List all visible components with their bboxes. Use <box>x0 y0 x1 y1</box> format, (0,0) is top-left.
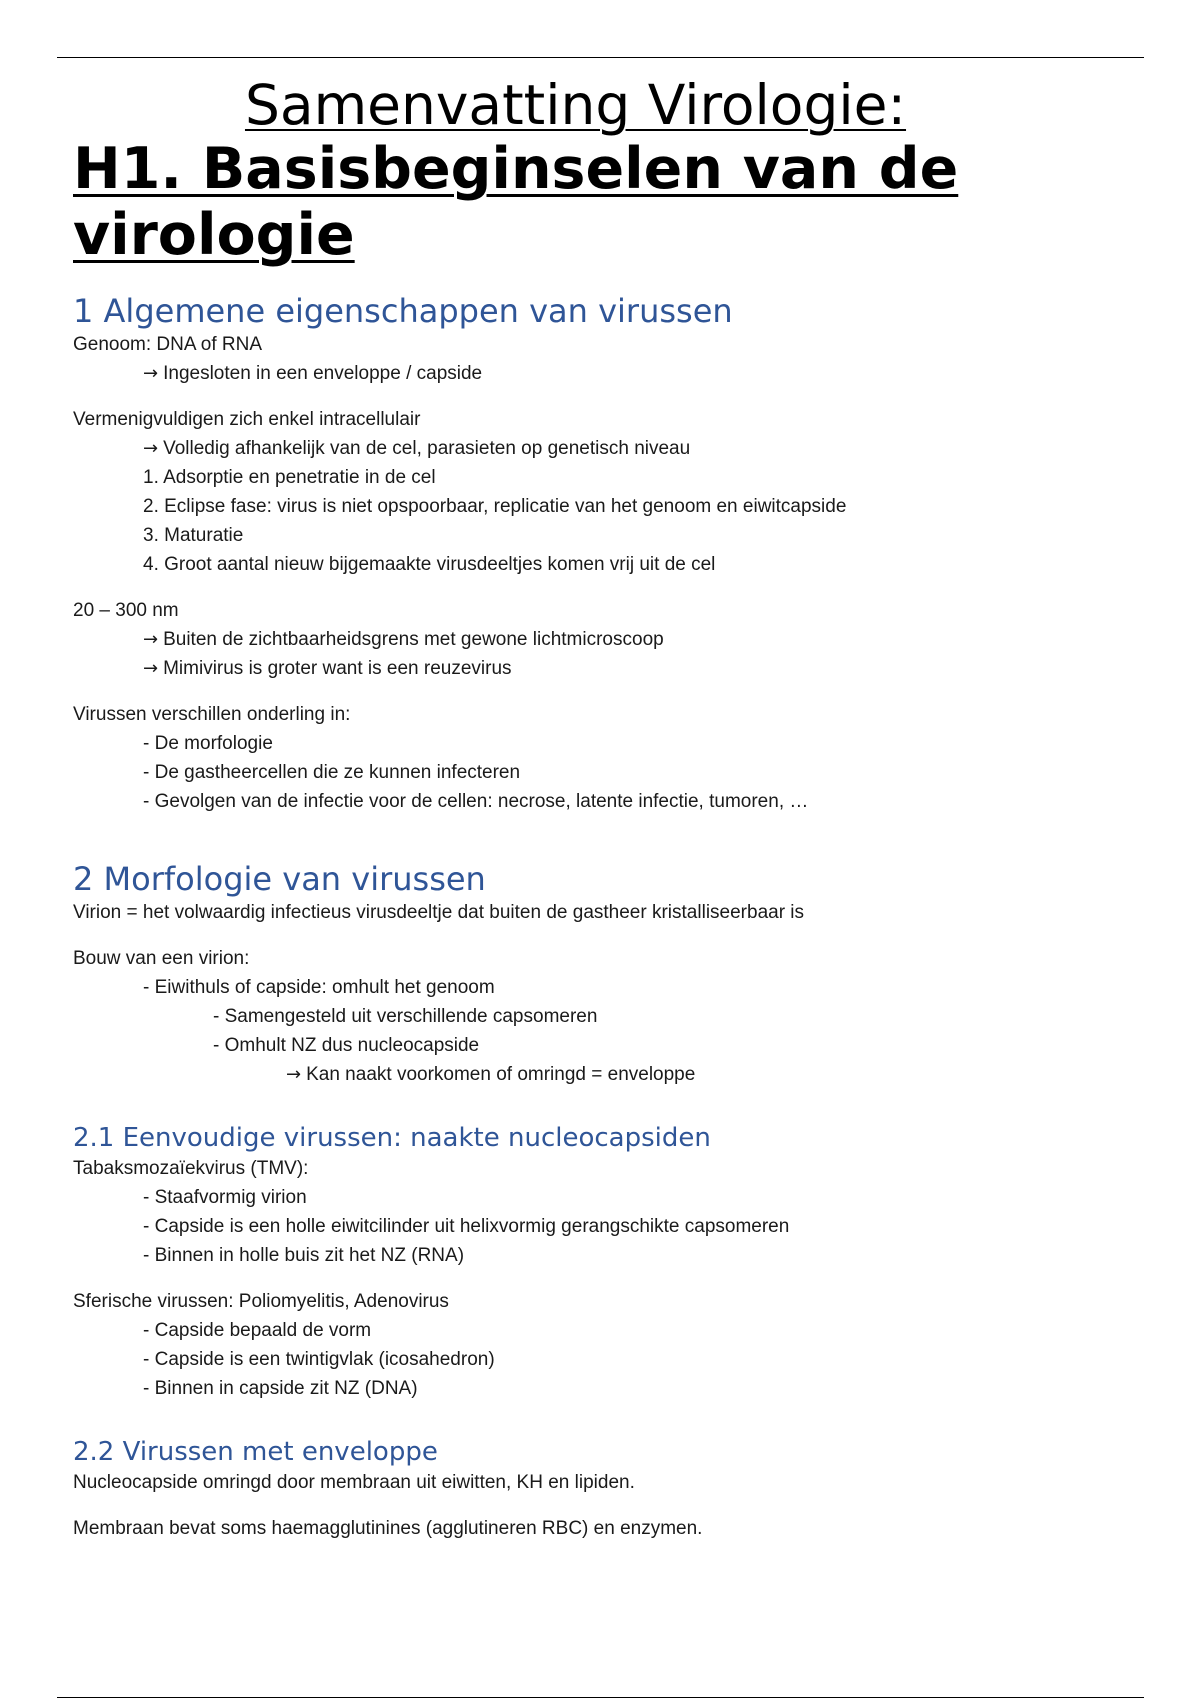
arrow-icon: → <box>286 1064 302 1085</box>
list-item: - Samengesteld uit verschillende capsomeren <box>213 1006 598 1027</box>
virion-text: Virion = het volwaardig infectieus virusdeeltje dat buiten de gastheer kristalliseerbaar is <box>73 902 805 923</box>
build-text: Bouw van een virion: <box>73 948 250 969</box>
list-item: - Capside is een twintigvlak (icosahedron) <box>143 1349 495 1370</box>
size-arrow-line <box>73 654 1133 683</box>
envelope-paragraph-2: Membraan bevat soms haemagglutinines (agglutineren RBC) en enzymen. <box>73 1518 703 1539</box>
spherical-text: Sferische virussen: Poliomyelitis, Adenovirus <box>73 1291 449 1312</box>
differences-text: Virussen verschillen onderling in: <box>73 704 351 725</box>
size-arrow-text: Mimivirus is groter want is een reuzevirus <box>163 658 512 679</box>
replication-arrow-text: Volledig afhankelijk van de cel, parasieten op genetisch niveau <box>163 438 691 459</box>
chapter-title: H1. Basisbeginselen van de virologie <box>73 136 959 268</box>
section-heading-2-2: 2.2 Virussen met enveloppe <box>73 1437 438 1467</box>
tmv-text: Tabaksmozaïekvirus (TMV): <box>73 1158 309 1179</box>
list-item: - Capside bepaald de vorm <box>143 1320 372 1341</box>
build-arrow-line <box>73 1060 1133 1089</box>
list-item: - Staafvormig virion <box>143 1187 307 1208</box>
arrow-icon: → <box>143 438 159 459</box>
genome-arrow-text: Ingesloten in een enveloppe / capside <box>163 363 483 384</box>
section-heading-2-1: 2.1 Eenvoudige virussen: naakte nucleocapsiden <box>73 1123 711 1153</box>
arrow-icon: → <box>143 629 159 650</box>
list-item: - Capside is een holle eiwitcilinder uit helixvormig gerangschikte capsomeren <box>143 1216 790 1237</box>
genome-arrow-line <box>73 359 1133 388</box>
list-item: - De gastheercellen die ze kunnen infecteren <box>143 762 521 783</box>
list-item: - Binnen in capside zit NZ (DNA) <box>143 1378 418 1399</box>
section-heading-2: 2 Morfologie van virussen <box>73 860 486 898</box>
section-heading-1: 1 Algemene eigenschappen van virussen <box>73 292 733 330</box>
list-item: - Gevolgen van de infectie voor de cellen: necrose, latente infectie, tumoren, … <box>143 791 809 812</box>
replication-arrow-line <box>73 434 1133 463</box>
size-text: 20 – 300 nm <box>73 600 179 621</box>
build-arrow-text: Kan naakt voorkomen of omringd = enveloppe <box>306 1064 696 1085</box>
replication-text: Vermenigvuldigen zich enkel intracellulair <box>73 409 421 430</box>
document-title: Samenvatting Virologie: <box>244 73 907 137</box>
list-item: - Eiwithuls of capside: omhult het genoom <box>143 977 495 998</box>
list-item: - De morfologie <box>143 733 273 754</box>
list-item: - Omhult NZ dus nucleocapside <box>213 1035 480 1056</box>
envelope-paragraph-1: Nucleocapside omringd door membraan uit eiwitten, KH en lipiden. <box>73 1472 635 1493</box>
top-rule <box>57 57 1144 58</box>
genome-text: Genoom: DNA of RNA <box>73 334 263 355</box>
size-arrow-line <box>73 625 1133 654</box>
list-item: 3. Maturatie <box>143 525 244 546</box>
size-arrow-text: Buiten de zichtbaarheidsgrens met gewone lichtmicroscoop <box>163 629 664 650</box>
bottom-rule <box>57 1697 1144 1698</box>
arrow-icon: → <box>143 363 159 384</box>
list-item: 4. Groot aantal nieuw bijgemaakte virusdeeltjes komen vrij uit de cel <box>143 554 716 575</box>
list-item: - Binnen in holle buis zit het NZ (RNA) <box>143 1245 465 1266</box>
list-item: 2. Eclipse fase: virus is niet opspoorbaar, replicatie van het genoom en eiwitcapside <box>143 496 847 517</box>
arrow-icon: → <box>143 658 159 679</box>
list-item: 1. Adsorptie en penetratie in de cel <box>143 467 436 488</box>
document-page <box>73 72 1133 1543</box>
